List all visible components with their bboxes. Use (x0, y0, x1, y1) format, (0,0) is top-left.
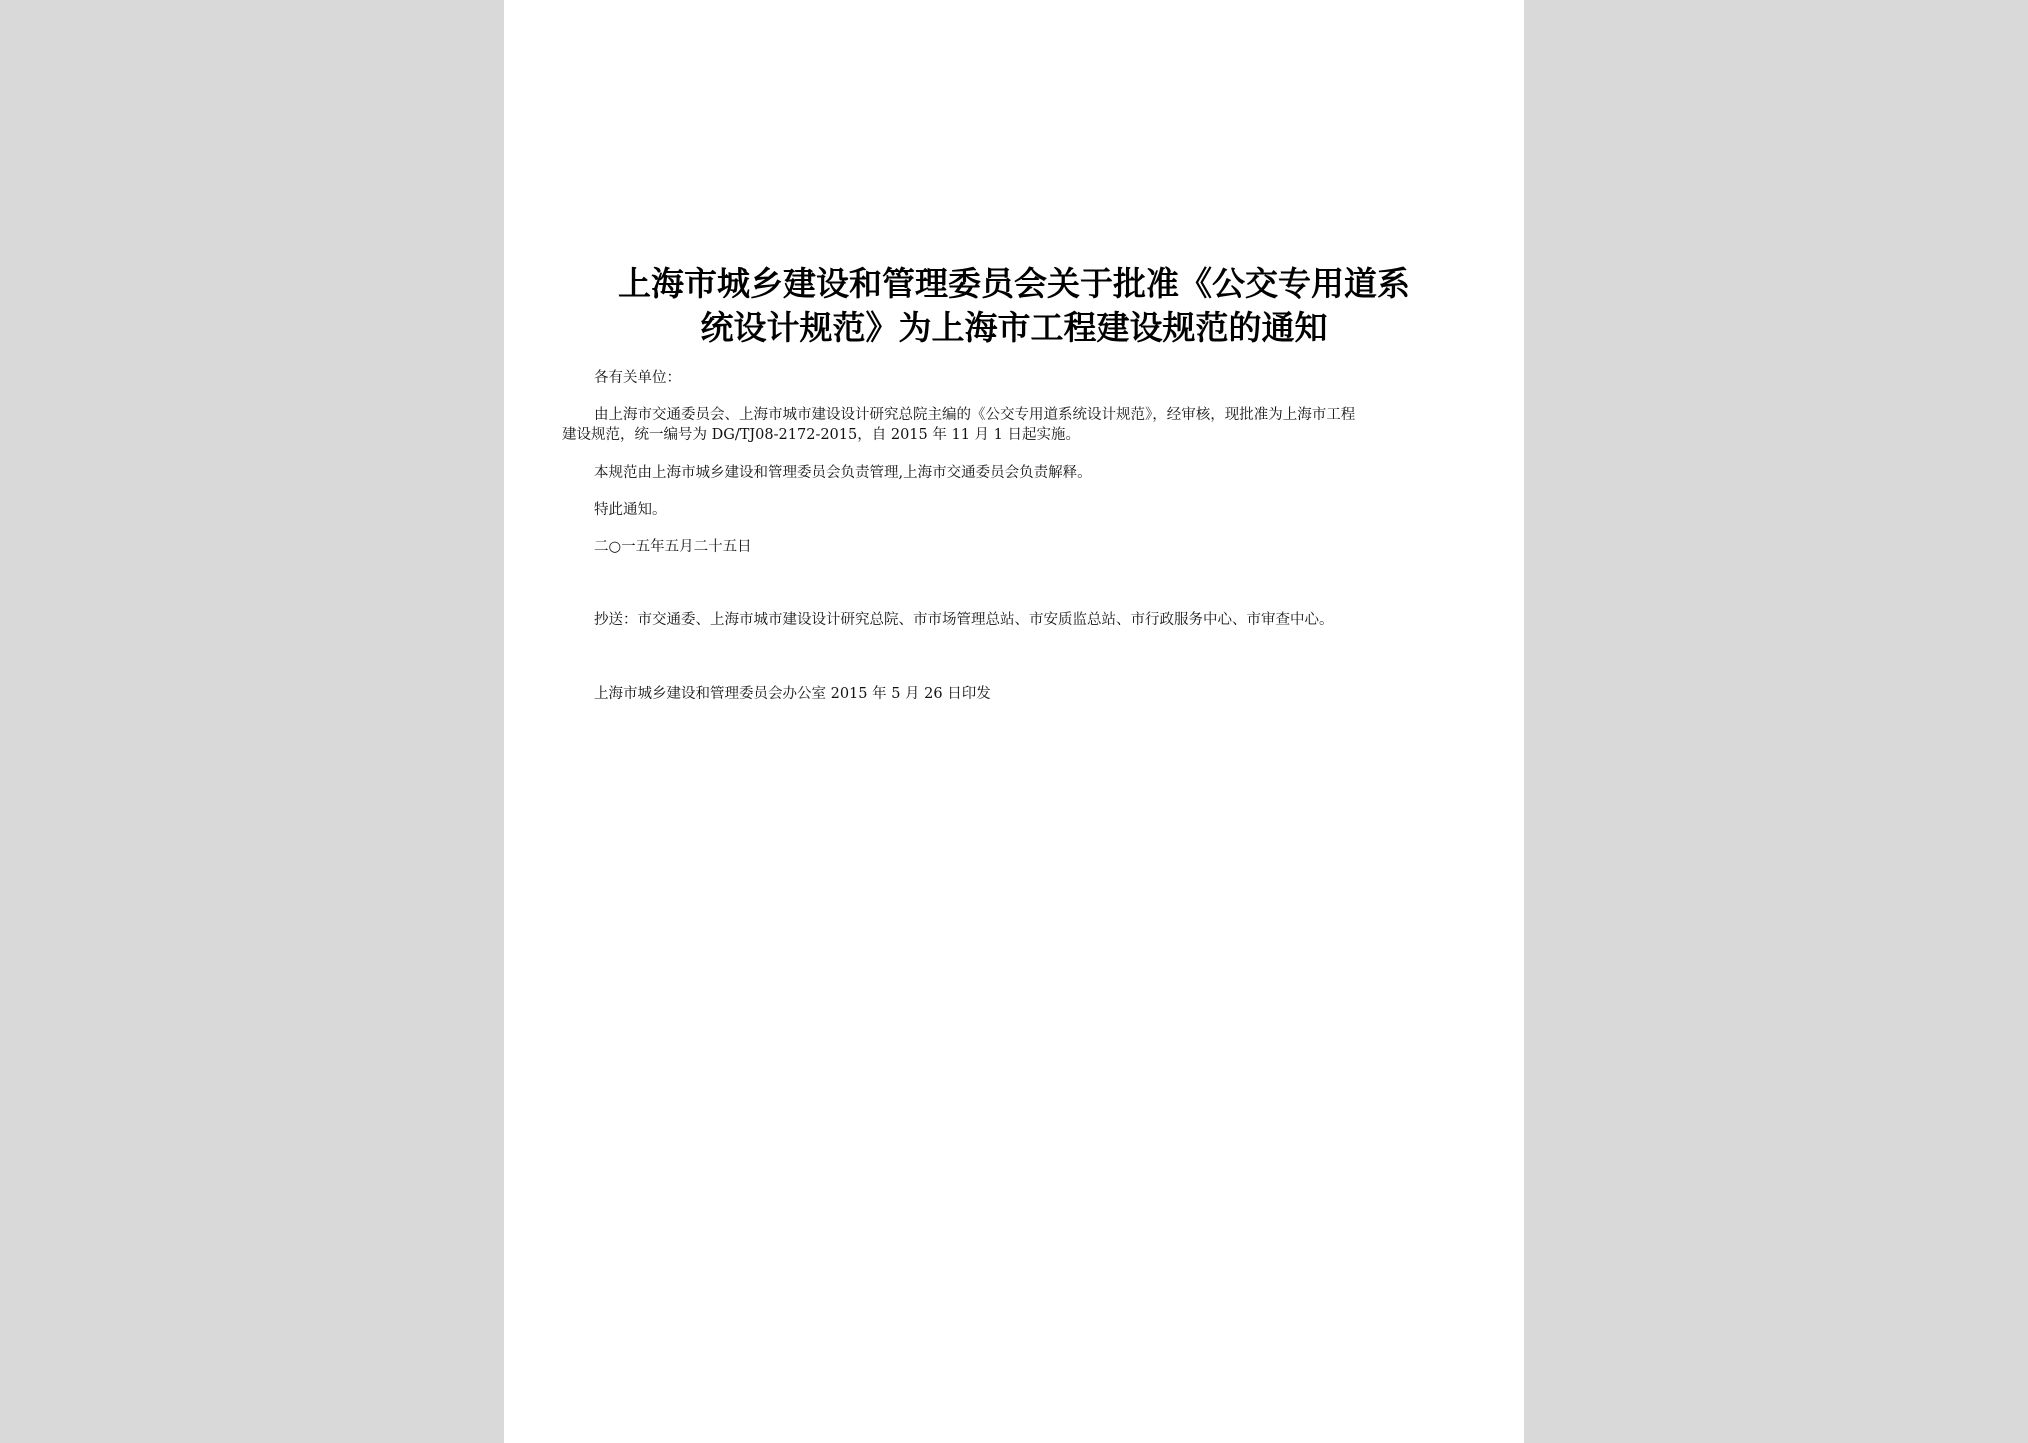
closing-text: 特此通知。 (594, 502, 667, 518)
issued-by: 上海市城乡建设和管理委员会办公室 2015 年 5 月 26 日印发 (594, 686, 991, 702)
issue-date: 二○一五年五月二十五日 (594, 539, 752, 555)
paragraph-2: 本规范由上海市城乡建设和管理委员会负责管理,上海市交通委员会负责解释。 (594, 465, 1092, 481)
cc-list: 抄送：市交通委、上海市城市建设设计研究总院、市市场管理总站、市安质监总站、市行政服务中心、市审查中心。 (594, 612, 1334, 628)
document-page (504, 0, 1524, 1443)
title-line-1: 上海市城乡建设和管理委员会关于批准《公交专用道系 (618, 264, 1410, 303)
title-line-2: 统设计规范》为上海市工程建设规范的通知 (700, 308, 1328, 347)
paragraph-1-line-1: 由上海市交通委员会、上海市城市建设设计研究总院主编的《公交专用道系统设计规范》，经审核，现批准为上海市工程 (594, 407, 1356, 423)
document-title (544, 262, 1484, 350)
salutation: 各有关单位： (594, 370, 681, 386)
paragraph-1-line-2: 建设规范，统一编号为 DG/TJ08-2172-2015，自 2015 年 11 月 1 日起实施。 (562, 427, 1080, 443)
